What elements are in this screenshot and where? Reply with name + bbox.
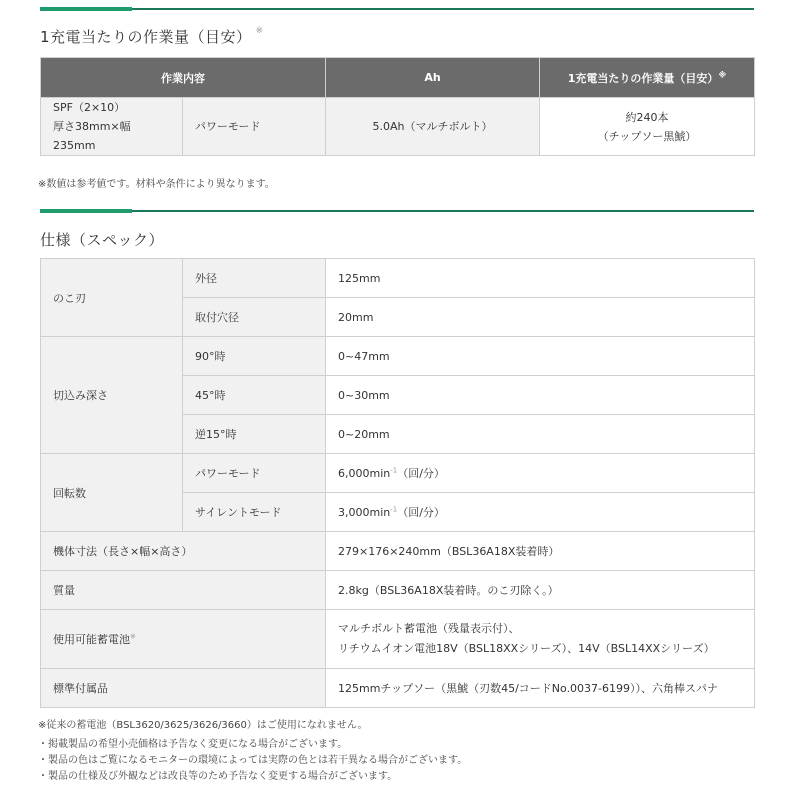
accessory-label: 標準付属品 (41, 669, 326, 708)
table-row (41, 259, 755, 298)
battery-cell: 5.0Ah（マルチボルト） (326, 98, 540, 156)
footnote: ・掲載製品の希望小売価格は予告なく変更になる場合がございます。 (38, 739, 348, 750)
rpm-label: 回転数 (41, 454, 183, 532)
table-row (41, 610, 755, 669)
section-divider (40, 210, 754, 212)
battery-label: 使用可能蓄電池※ (41, 610, 326, 669)
rpm-silent-label: サイレントモード (183, 493, 326, 532)
depth-90-label: 90°時 (183, 337, 326, 376)
material-cell: SPF（2×10） 厚さ38mm×幅235mm (41, 98, 183, 156)
depth-90-value: 0~47mm (326, 337, 755, 376)
spec-table (40, 258, 755, 708)
table-row (41, 669, 755, 708)
table-row (41, 532, 755, 571)
header-ah: Ah (326, 58, 540, 98)
table-header-row (41, 58, 755, 98)
mass-value: 2.8kg（BSL36A18X装着時。のこ刃除く。） (326, 571, 755, 610)
section-title-workload: 1充電当たりの作業量（目安） ※ (40, 26, 264, 46)
blade-label: のこ刃 (41, 259, 183, 337)
battery-value: マルチボルト蓄電池（残量表示付）、 リチウムイオン電池18V（BSL18XXシリーズ）、14V（BSL14XXシリーズ） (326, 610, 755, 669)
section-divider (40, 8, 754, 10)
header-amount: 1充電当たりの作業量（目安）※ (540, 58, 755, 98)
rpm-power-value: $6,000\min^{-1}$（回/分） (326, 454, 755, 493)
size-label: 機体寸法（長さ×幅×高さ） (41, 532, 326, 571)
depth-r15-label: 逆15°時 (183, 415, 326, 454)
table-row (41, 454, 755, 493)
outer-diameter-label: 外径 (183, 259, 326, 298)
header-work: 作業内容 (41, 58, 326, 98)
bore-label: 取付穴径 (183, 298, 326, 337)
footnote: ・製品の仕様及び外観などは改良等のため予告なく変更する場合がございます。 (38, 771, 398, 782)
amount-cell: 約240本 （チップソー黒鯱） (540, 98, 755, 156)
section-title-spec: 仕様（スペック） (40, 231, 165, 249)
workload-table (40, 57, 755, 156)
depth-r15-value: 0~20mm (326, 415, 755, 454)
rpm-silent-value: $3,000\min^{-1}$（回/分） (326, 493, 755, 532)
footnote: ※従来の蓄電池（BSL3620/3625/3626/3660）はご使用になれません。 (38, 720, 368, 731)
bore-value: 20mm (326, 298, 755, 337)
table-row (41, 98, 755, 156)
table-row (41, 571, 755, 610)
size-value: 279×176×240mm（BSL36A18X装着時） (326, 532, 755, 571)
outer-diameter-value: 125mm (326, 259, 755, 298)
depth-label: 切込み深さ (41, 337, 183, 454)
accessory-value: 125mmチップソー（黒鯱（刃数45/コードNo.0037-6199））、六角棒スパナ (326, 669, 755, 708)
depth-45-label: 45°時 (183, 376, 326, 415)
rpm-power-label: パワーモード (183, 454, 326, 493)
mass-label: 質量 (41, 571, 326, 610)
footnote: ・製品の色はご覧になるモニターの環境によっては実際の色とは若干異なる場合がございます。 (38, 755, 468, 766)
table-row (41, 337, 755, 376)
depth-45-value: 0~30mm (326, 376, 755, 415)
mode-cell: パワーモード (183, 98, 326, 156)
workload-note: ※数値は参考値です。材料や条件により異なります。 (38, 179, 275, 190)
